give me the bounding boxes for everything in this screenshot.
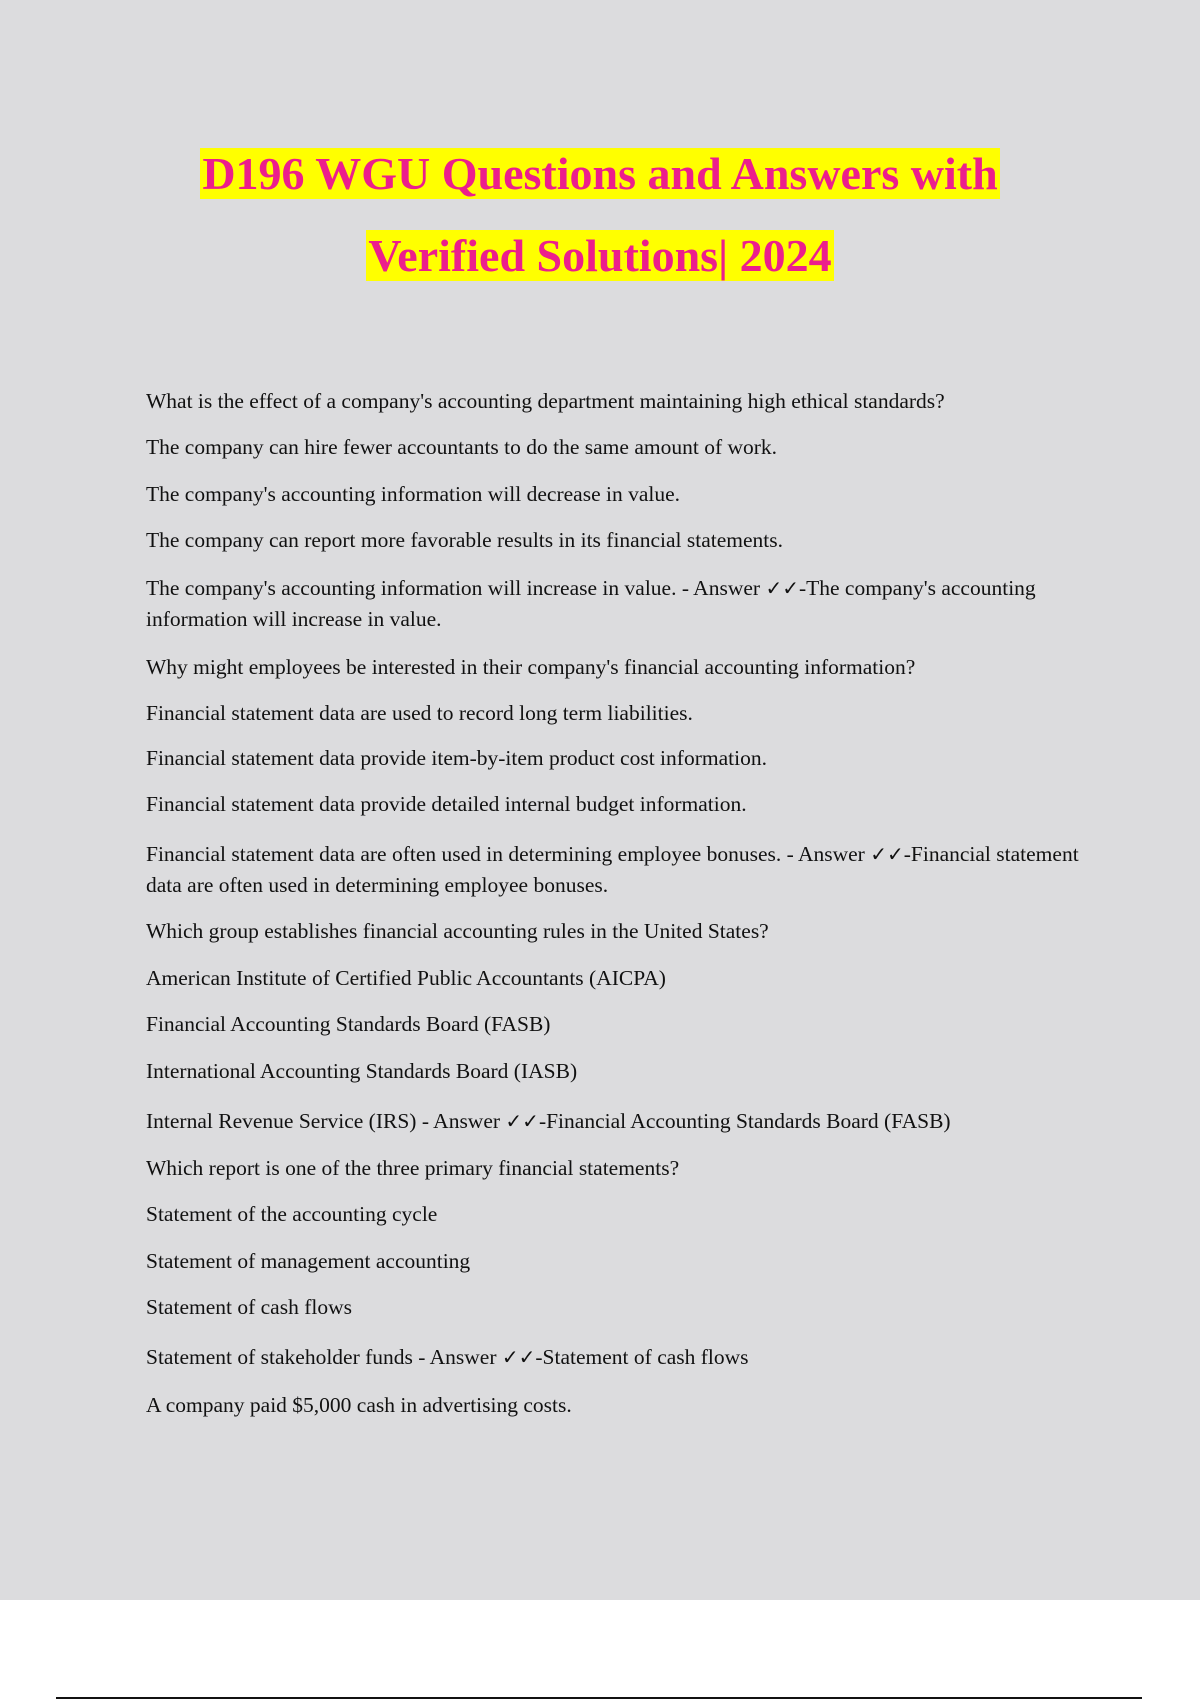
- answer-line: [146, 839, 1086, 901]
- option-text: Financial statement data are used to record long term liabilities.: [146, 701, 693, 725]
- question-text: Which report is one of the three primary financial statements?: [146, 1156, 680, 1180]
- option-text: The company can hire fewer accountants to do the same amount of work.: [146, 435, 778, 459]
- answer-line: [146, 573, 1086, 635]
- answer-line: [146, 1106, 1086, 1136]
- answer-text: -Financial statement data are often used in determining employee bonuses.: [146, 842, 1079, 897]
- answer-text: -Financial Accounting Standards Board (FASB): [538, 1109, 951, 1133]
- option-text: The company's accounting information will increase in value. - Answer: [146, 576, 766, 600]
- double-check-icon: ✓✓: [870, 842, 904, 866]
- answer-text: -Statement of cash flows: [535, 1345, 749, 1369]
- document-title-line-1: D196 WGU Questions and Answers with: [202, 148, 998, 199]
- option-text: Statement of management accounting: [146, 1249, 471, 1273]
- double-check-icon: ✓✓: [505, 1109, 539, 1133]
- question-text: A company paid $5,000 cash in advertising costs.: [146, 1393, 572, 1417]
- option-text: Statement of stakeholder funds - Answer: [146, 1345, 502, 1369]
- document-title-line-2: Verified Solutions| 2024: [368, 230, 832, 281]
- option-text: Financial statement data provide item-by-item product cost information.: [146, 746, 767, 770]
- option-text: Internal Revenue Service (IRS) - Answer: [146, 1109, 506, 1133]
- option-text: American Institute of Certified Public Accountants (AICPA): [146, 966, 666, 990]
- option-text: Financial Accounting Standards Board (FASB): [146, 1012, 551, 1036]
- option-text: International Accounting Standards Board (IASB): [146, 1059, 578, 1083]
- double-check-icon: ✓✓: [765, 576, 799, 600]
- option-text: The company can report more favorable results in its financial statements.: [146, 528, 784, 552]
- option-text: The company's accounting information will decrease in value.: [146, 482, 681, 506]
- question-text: Why might employees be interested in their company's financial accounting information?: [146, 655, 916, 679]
- option-text: Financial statement data provide detailed internal budget information.: [146, 792, 747, 816]
- question-text: Which group establishes financial accounting rules in the United States?: [146, 919, 769, 943]
- answer-text: -The company's accounting information will increase in value.: [146, 576, 1036, 631]
- option-text: Statement of the accounting cycle: [146, 1202, 438, 1226]
- footer-divider: [56, 1697, 1142, 1699]
- answer-line: [146, 1342, 1086, 1372]
- double-check-icon: ✓✓: [501, 1345, 536, 1369]
- option-text: Financial statement data are often used in determining employee bonuses. - Answer: [146, 842, 871, 866]
- question-text: What is the effect of a company's accounting department maintaining high ethical standards?: [146, 389, 945, 413]
- option-text: Statement of cash flows: [146, 1295, 352, 1319]
